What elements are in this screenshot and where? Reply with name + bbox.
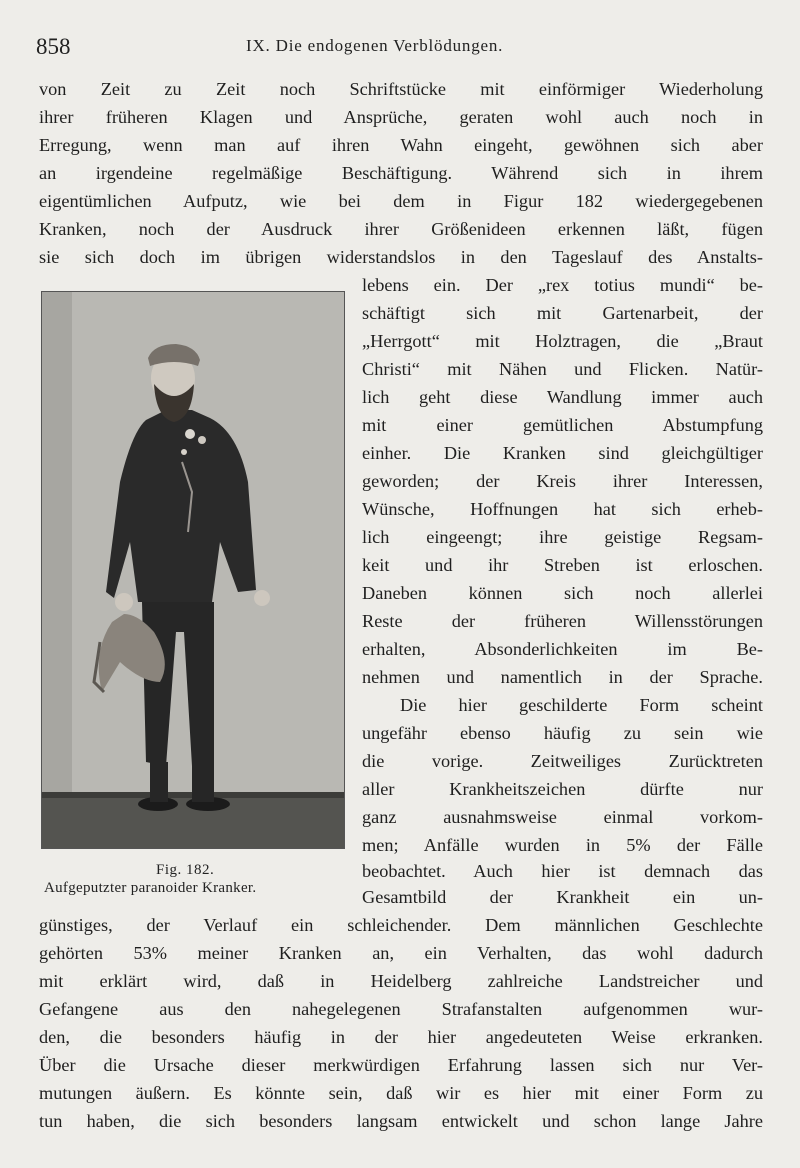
text-line: keit und ihr Streben ist erloschen. — [362, 555, 763, 575]
text-line: die vorige. Zeitweiliges Zurücktreten — [362, 751, 763, 771]
text-line: ganz ausnahmsweise einmal vorkom- — [362, 807, 763, 827]
text-line: Christi“ mit Nähen und Flicken. Natür- — [362, 359, 763, 379]
text-line: ungefähr ebenso häufig zu sein wie — [362, 723, 763, 743]
text-line: Gefangene aus den nahegelegenen Strafanstalten aufgenommen wur- — [39, 999, 763, 1019]
text-line: Wünsche, Hoffnungen hat sich erheb- — [362, 499, 763, 519]
text-line: mit einer gemütlichen Abstumpfung — [362, 415, 763, 435]
page-number: 858 — [36, 34, 71, 59]
text-line: sie sich doch im übrigen widerstandslos in den Tageslauf des Anstalts- — [39, 247, 763, 267]
text-line: Über die Ursache dieser merkwürdigen Erfahrung lassen sich nur Ver- — [39, 1055, 763, 1075]
figure-photograph — [41, 291, 345, 849]
text-line: geworden; der Kreis ihrer Interessen, — [362, 471, 763, 491]
text-line: schäftigt sich mit Gartenarbeit, der — [362, 303, 763, 323]
figure-caption: Aufgeputzter paranoider Kranker. — [44, 880, 257, 896]
text-line: tun haben, die sich besonders langsam entwickelt und schon lange Jahre — [39, 1111, 763, 1131]
text-line: Die hier geschilderte Form scheint — [400, 695, 763, 715]
text-line: lebens ein. Der „rex totius mundi“ be- — [362, 275, 763, 295]
text-line: von Zeit zu Zeit noch Schriftstücke mit einförmiger Wiederholung — [39, 79, 763, 99]
text-line: Daneben können sich noch allerlei — [362, 583, 763, 603]
text-line: Gesamtbild der Krankheit ein un- — [362, 887, 763, 907]
text-line: einher. Die Kranken sind gleichgültiger — [362, 443, 763, 463]
text-line: Reste der früheren Willensstörungen — [362, 611, 763, 631]
text-line: lich eingeengt; ihre geistige Regsam- — [362, 527, 763, 547]
text-line: Erregung, wenn man auf ihren Wahn eingeht, gewöhnen sich aber — [39, 135, 763, 155]
text-line: an irgendeine regelmäßige Beschäftigung. Während sich in ihrem — [39, 163, 763, 183]
text-line: gehörten 53% meiner Kranken an, ein Verhalten, das wohl dadurch — [39, 943, 763, 963]
text-line: Kranken, noch der Ausdruck ihrer Größenideen erkennen läßt, fügen — [39, 219, 763, 239]
text-line: „Herrgott“ mit Holztragen, die „Braut — [362, 331, 763, 351]
text-line: aller Krankheitszeichen dürfte nur — [362, 779, 763, 799]
text-line: nehmen und namentlich in der Sprache. — [362, 667, 763, 687]
text-line: ihrer früheren Klagen und Ansprüche, geraten wohl auch noch in — [39, 107, 763, 127]
text-line: men; Anfälle wurden in 5% der Fälle — [362, 835, 763, 855]
text-line: mutungen äußern. Es könnte sein, daß wir es hier mit einer Form zu — [39, 1083, 763, 1103]
text-line: den, die besonders häufig in der hier angedeuteten Weise erkranken. — [39, 1027, 763, 1047]
running-head: IX. Die endogenen Verblödungen. — [246, 36, 504, 55]
figure-number: Fig. 182. — [156, 862, 215, 878]
text-line: günstiges, der Verlauf ein schleichender. Dem männlichen Geschlechte — [39, 915, 763, 935]
text-line: eigentümlichen Aufputz, wie bei dem in Figur 182 wiedergegebenen — [39, 191, 763, 211]
page-header — [36, 34, 760, 58]
text-line: erhalten, Absonderlichkeiten im Be- — [362, 639, 763, 659]
text-line: beobachtet. Auch hier ist demnach das — [362, 861, 763, 881]
text-line: lich geht diese Wandlung immer auch — [362, 387, 763, 407]
text-line: mit erklärt wird, daß in Heidelberg zahlreiche Landstreicher und — [39, 971, 763, 991]
